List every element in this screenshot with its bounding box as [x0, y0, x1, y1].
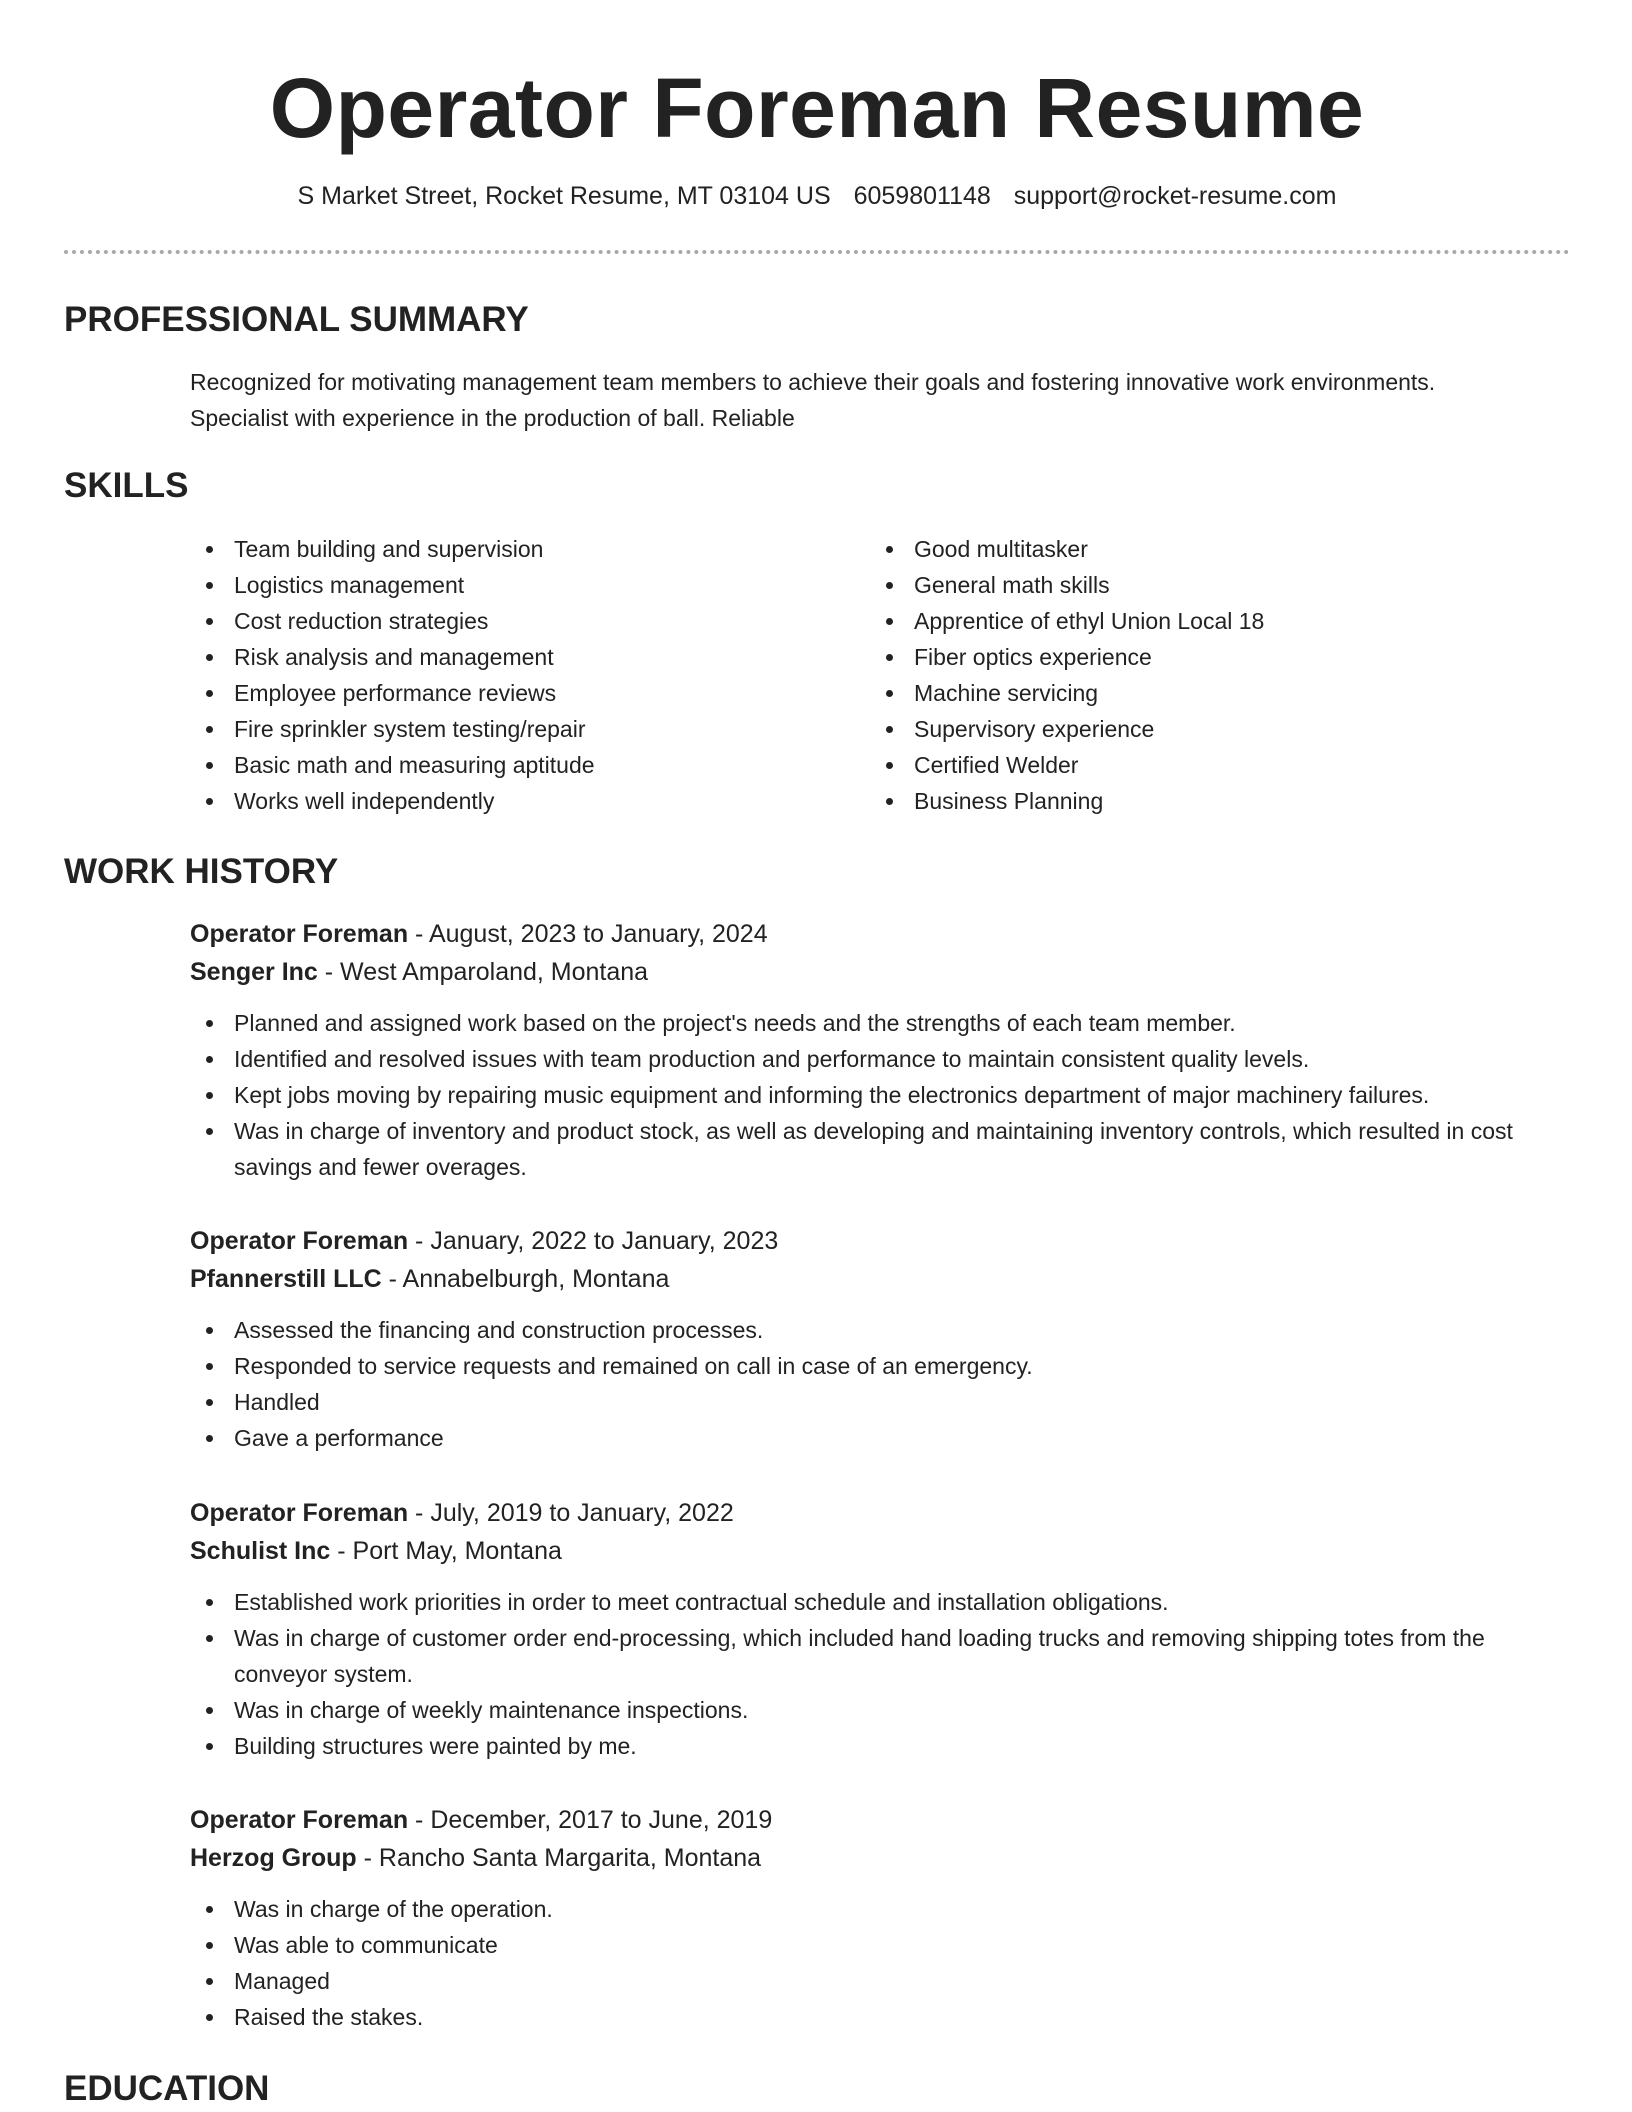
job-bullet: Gave a performance — [190, 1420, 1570, 1456]
job-title: Operator Foreman — [190, 920, 409, 948]
skill-item: Business Planning — [870, 783, 1264, 819]
job-company: Herzog Group — [190, 1844, 357, 1872]
skills-column-right — [870, 531, 1264, 819]
summary-line: Recognized for motivating management team members to achieve their goals and fostering innovative work environments. — [190, 369, 1436, 395]
job-bullet: Was in charge of weekly maintenance inspections. — [190, 1692, 1570, 1728]
contact-phone: 6059801148 — [853, 182, 991, 210]
job-location: - Annabelburgh, Montana — [381, 1265, 670, 1293]
skill-item: Basic math and measuring aptitude — [190, 747, 595, 783]
header-divider — [64, 250, 1570, 254]
skills-list — [190, 531, 1570, 821]
job-company: Schulist Inc — [190, 1537, 331, 1565]
skill-item: Fire sprinkler system testing/repair — [190, 711, 595, 747]
job-bullet: Managed — [190, 1963, 1570, 1999]
skill-item: Machine servicing — [870, 675, 1264, 711]
job-bullet: Planned and assigned work based on the project's needs and the strengths of each team member. — [190, 1005, 1570, 1041]
skills-column-left — [190, 531, 595, 819]
skill-item: Supervisory experience — [870, 711, 1264, 747]
job-title-line — [190, 915, 1570, 953]
skill-item: Good multitasker — [870, 531, 1264, 567]
skill-item: Logistics management — [190, 567, 595, 603]
job-location: - Port May, Montana — [330, 1537, 562, 1565]
job-bullets — [190, 1312, 1570, 1456]
job-location: - West Amparoland, Montana — [317, 958, 649, 986]
contact-line — [64, 180, 1570, 212]
job-title-line — [190, 1222, 1570, 1260]
job-company-line — [190, 1839, 1570, 1877]
section-title-skills: SKILLS — [64, 466, 189, 505]
job-entry — [190, 1801, 1570, 2035]
job-company-line — [190, 1260, 1570, 1298]
summary-line: Specialist with experience in the production of ball. Reliable — [190, 405, 795, 431]
skill-item: Risk analysis and management — [190, 639, 595, 675]
job-company-line — [190, 953, 1570, 991]
job-bullets — [190, 1584, 1570, 1764]
job-bullet: Was in charge of the operation. — [190, 1891, 1570, 1927]
section-title-education: EDUCATION — [64, 2069, 270, 2108]
job-title-line — [190, 1801, 1570, 1839]
job-bullets — [190, 1891, 1570, 2035]
summary-text — [190, 364, 1570, 436]
job-bullet: Assessed the financing and construction processes. — [190, 1312, 1570, 1348]
job-title-line — [190, 1494, 1570, 1532]
job-bullet: Was in charge of customer order end-processing, which included hand loading trucks and removing shipping totes from the conveyor system. — [190, 1620, 1570, 1692]
skill-item: Employee performance reviews — [190, 675, 595, 711]
skill-item: Works well independently — [190, 783, 595, 819]
job-bullets — [190, 1005, 1570, 1185]
job-location: - Rancho Santa Margarita, Montana — [356, 1844, 762, 1872]
job-bullet: Identified and resolved issues with team production and performance to maintain consistent quality levels. — [190, 1041, 1570, 1077]
job-dates: - January, 2022 to January, 2023 — [408, 1227, 779, 1255]
skill-item: Cost reduction strategies — [190, 603, 595, 639]
job-company: Pfannerstill LLC — [190, 1265, 382, 1293]
job-dates: - December, 2017 to June, 2019 — [408, 1806, 773, 1834]
job-dates: - July, 2019 to January, 2022 — [408, 1499, 734, 1527]
job-title: Operator Foreman — [190, 1499, 409, 1527]
contact-email: support@rocket-resume.com — [1013, 182, 1337, 210]
job-title: Operator Foreman — [190, 1227, 409, 1255]
skill-item: Certified Welder — [870, 747, 1264, 783]
contact-address: S Market Street, Rocket Resume, MT 03104 US — [297, 182, 831, 210]
resume-title: Operator Foreman Resume — [269, 61, 1365, 155]
job-title: Operator Foreman — [190, 1806, 409, 1834]
job-bullet: Was able to communicate — [190, 1927, 1570, 1963]
job-bullet: Building structures were painted by me. — [190, 1728, 1570, 1764]
job-company-line — [190, 1532, 1570, 1570]
job-entry — [190, 1494, 1570, 1764]
skill-item: Fiber optics experience — [870, 639, 1264, 675]
job-dates: - August, 2023 to January, 2024 — [408, 920, 768, 948]
skill-item: Team building and supervision — [190, 531, 595, 567]
job-bullet: Kept jobs moving by repairing music equipment and informing the electronics department of major machinery failures. — [190, 1077, 1570, 1113]
section-title-work-history: WORK HISTORY — [64, 852, 339, 891]
job-entry — [190, 915, 1570, 1185]
job-bullet: Established work priorities in order to meet contractual schedule and installation obligations. — [190, 1584, 1570, 1620]
skill-item: Apprentice of ethyl Union Local 18 — [870, 603, 1264, 639]
resume-page — [64, 0, 1570, 2108]
job-bullet: Raised the stakes. — [190, 1999, 1570, 2035]
section-title-summary: PROFESSIONAL SUMMARY — [64, 300, 529, 339]
job-entry — [190, 1222, 1570, 1456]
job-bullet: Was in charge of inventory and product stock, as well as developing and maintaining inventory controls, which resulted in cost savings and fewer overages. — [190, 1113, 1570, 1185]
job-company: Senger Inc — [190, 958, 318, 986]
job-bullet: Responded to service requests and remained on call in case of an emergency. — [190, 1348, 1570, 1384]
job-bullet: Handled — [190, 1384, 1570, 1420]
skill-item: General math skills — [870, 567, 1264, 603]
